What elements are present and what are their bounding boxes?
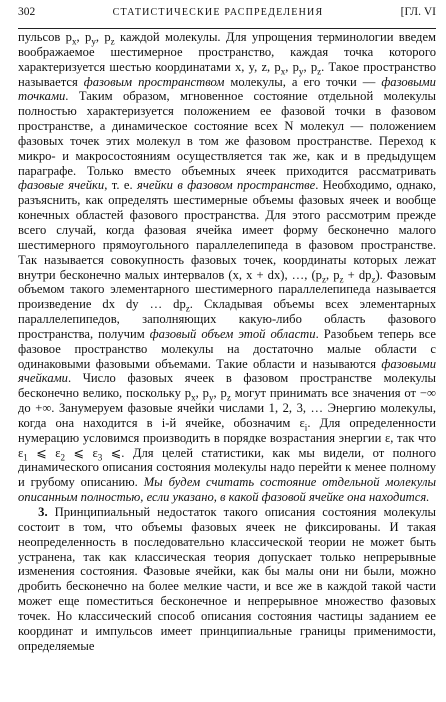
body-text bbox=[18, 30, 436, 653]
subscript: z bbox=[339, 274, 344, 285]
subscript: y bbox=[91, 36, 96, 47]
text-run: . Складывая объемы всех элементарных параллелепипедов, заполняющих какую-либо область фазового пространства, получим bbox=[18, 297, 436, 341]
subscript: 3 bbox=[97, 452, 103, 463]
subscript: y bbox=[298, 66, 304, 77]
text-run: . Разобьем теперь все фазовое пространство молекулы на достаточно малые области с одинаковыми фазовыми объемами. Такие области и называются bbox=[18, 326, 436, 371]
header-rule bbox=[18, 28, 436, 29]
text-run: . Необходимо, однако, разъяснить, как определять шестимерные объемы фазовых ячеек и вообще конечных областей фазового пространства. Для этого рассмотрим прежде всего случай, когда фазовая ячейка имеет форму бесконечно малого шестимерного прямоугольного параллелепипеда в фазовом пространстве. Так называется совокупность фазовых точек, координаты которых лежат внутри бесконечно малых интервалов (x, x + dx), …, (p bbox=[18, 178, 436, 282]
text-run: ⩽ ε bbox=[65, 445, 98, 460]
subscript: x bbox=[280, 66, 286, 77]
text-run: пульсов p bbox=[18, 30, 72, 44]
text-run: . Для определенности нумерацию условимся производить в порядке возрастания энергии ε, так что ε bbox=[18, 415, 436, 460]
subscript: 2 bbox=[60, 452, 66, 463]
subscript: z bbox=[185, 303, 190, 314]
running-header bbox=[18, 0, 436, 28]
text-run: , p bbox=[326, 267, 340, 282]
subscript: 1 bbox=[23, 452, 28, 463]
running-title: СТАТИСТИЧЕСКИЕ РАСПРЕДЕЛЕНИЯ bbox=[112, 7, 324, 18]
italic-text: фазовый объем этой области bbox=[149, 326, 316, 341]
subscript: z bbox=[371, 274, 376, 285]
text-run: . Число фазовых ячеек в фазовом пространстве молекулы бесконечно велико, поскольку p bbox=[18, 371, 436, 401]
paragraph bbox=[18, 505, 436, 653]
italic-text: фазовыми ячейками bbox=[18, 356, 436, 386]
text-run: ⩽. Для целей статистики, как мы видели, от полного динамического описания состояния молекулы надо перейти к менее полному и грубому описанию. bbox=[18, 445, 437, 490]
paragraph-number: 3. bbox=[38, 505, 48, 519]
subscript: z bbox=[321, 274, 327, 285]
text-run: , p bbox=[76, 30, 92, 44]
text-run: Принципиальный недостаток такого описания состояния молекулы состоит в том, что объемы фазовых ячеек не фиксированы. И такая неопределенность в последовательно классической теории не может быть устранена, так как классическая теория допускает только непрерывные изменения состояния. Фазовые ячейки, как бы малы они ни были, можно дробить бесконечно на более мелкие части, и все же в каждой такой части может еще поместиться бесконечное и непрерывное множество фазовых точек. Но классический способ описания состояния частицы заданием ее координат и импульсов имеет принципиальные границы применимости, определяемые bbox=[18, 505, 436, 653]
text-run: ). Фазовым объемом такого элементарного шестимерного параллелепипеда называется произведение dx dy … dp bbox=[18, 267, 437, 312]
chapter-label: [ГЛ. VI bbox=[400, 6, 436, 18]
text-run: . Таким образом, мгновенное состояние отдельной молекулы полностью характеризуется положением ее фазовой точки в фазовом пространстве, а динамическое состояние всех N молекул — положением фазовых точек этих молекул в том же фазовом пространстве. Переход к микро- и макросостояниям осуществляется так же, как и в предыдущем параграфе. Только вместо объемных ячеек приходится рассматривать bbox=[18, 89, 436, 178]
subscript: y bbox=[208, 392, 214, 403]
text-run: . Такое пространство называется bbox=[18, 59, 436, 89]
text-run: могут принимать все значения от −∞ до +∞. Занумеруем фазовые ячейки числами 1, 2, 3, … Энергию молекулы, когда она находится в i-й ячейке, обозначим ε bbox=[18, 386, 437, 430]
text-run: , p bbox=[285, 59, 299, 74]
text-run: , p bbox=[213, 386, 227, 401]
subscript: i bbox=[304, 422, 308, 433]
italic-text: ячейки в фазовом пространстве bbox=[137, 178, 316, 193]
text-run: молекулы, а его точки — bbox=[224, 74, 382, 89]
subscript: x bbox=[71, 36, 77, 47]
subscript: z bbox=[226, 392, 231, 403]
subscript: z bbox=[317, 66, 322, 77]
text-run: , p bbox=[195, 386, 209, 401]
text-run: , p bbox=[95, 30, 111, 44]
subscript: x bbox=[191, 392, 196, 403]
subscript: z bbox=[110, 36, 115, 47]
italic-text: Мы будем считать состояние отдельной молекулы описанным полностью, если указано, в какой фазовой ячейке она находится. bbox=[18, 475, 436, 505]
text-run: , p bbox=[303, 59, 318, 74]
text-run: каждой молекулы. Для упрощения терминологии введем воображаемое шестимерное пространство, каждая точка которого характеризуется шестью координатами x, y, z, p bbox=[18, 30, 437, 74]
page-number: 302 bbox=[18, 6, 36, 18]
italic-text: фазовыми точками bbox=[18, 74, 436, 104]
text-run: + dp bbox=[343, 267, 372, 282]
text-run: , т. е. bbox=[104, 178, 138, 193]
text-run: ⩽ ε bbox=[27, 445, 61, 460]
paragraph bbox=[18, 30, 436, 505]
italic-text: фазовым пространством bbox=[83, 74, 225, 89]
italic-text: фазовые ячейки bbox=[18, 178, 105, 193]
